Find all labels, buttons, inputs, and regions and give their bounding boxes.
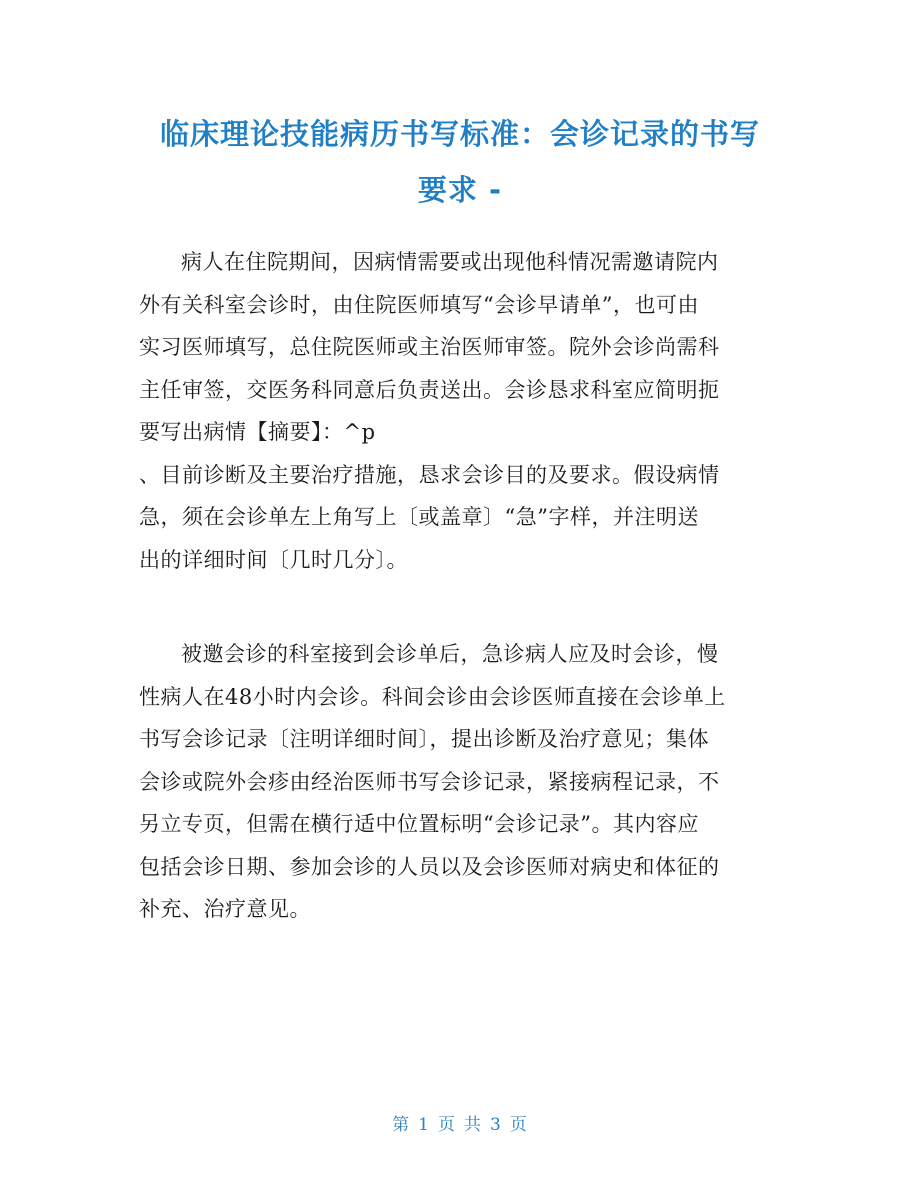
footer-current-page: 1 — [418, 1115, 430, 1135]
paragraph-line: 被邀会诊的科室接到会诊单后，急诊病人应及时会诊，慢 — [181, 642, 719, 666]
paragraph-line: 急，须在会诊单左上角写上〔或盖章〕“急”字样，并注明送 — [139, 505, 699, 529]
footer-label-ye: 页 — [438, 1115, 456, 1135]
document-title-line-1: 临床理论技能病历书写标准：会诊记录的书写 — [159, 117, 760, 151]
paragraph-line: 补充、治疗意见。 — [139, 897, 311, 921]
paragraph-line: 外有关科室会诊时，由住院医师填写“会诊早请单”，也可由 — [139, 292, 699, 317]
paragraph-line: 性病人在48小时内会诊。科间会诊由会诊医师直接在会诊单上 — [139, 684, 726, 709]
paragraph-2 — [139, 633, 789, 931]
page-footer — [0, 1110, 920, 1135]
paragraph-line: 实习医师填写，总住院医师或主治医师审签。院外会诊尚需科 — [139, 335, 720, 359]
footer-label-total: 共 — [464, 1115, 482, 1135]
paragraph-line: 要写出病情【摘要】：^p — [139, 420, 376, 444]
paragraph-line: 病人在住院期间，因病情需要或出现他科情况需邀请院内 — [181, 250, 719, 274]
paragraph-line: 会诊或院外会疹由经治医师书写会诊记录，紧接病程记录，不 — [139, 769, 720, 794]
paragraph-1 — [139, 241, 789, 581]
paragraph-line: 另立专页，但需在横行适中位置标明“会诊记录”。其内容应 — [139, 812, 699, 836]
footer-label-ye-2: 页 — [509, 1115, 528, 1135]
footer-total-pages: 3 — [490, 1115, 502, 1135]
paragraph-line: 主任审签，交医务科同意后负责送出。会诊恳求科室应简明扼 — [139, 377, 720, 402]
paragraph-line: 包括会诊日期、参加会诊的人员以及会诊医师对病史和体征的 — [139, 854, 720, 879]
paragraph-line: 书写会诊记录〔注明详细时间〕，提出诊断及治疗意见；集体 — [139, 727, 709, 751]
footer-label-page: 第 — [392, 1115, 411, 1135]
paragraph-line: 出的详细时间〔几时几分〕。 — [139, 547, 408, 572]
document-title-line-2: 要求 - — [417, 173, 503, 207]
paragraph-line: 、目前诊断及主要治疗措施，恳求会诊目的及要求。假设病情 — [139, 462, 720, 487]
